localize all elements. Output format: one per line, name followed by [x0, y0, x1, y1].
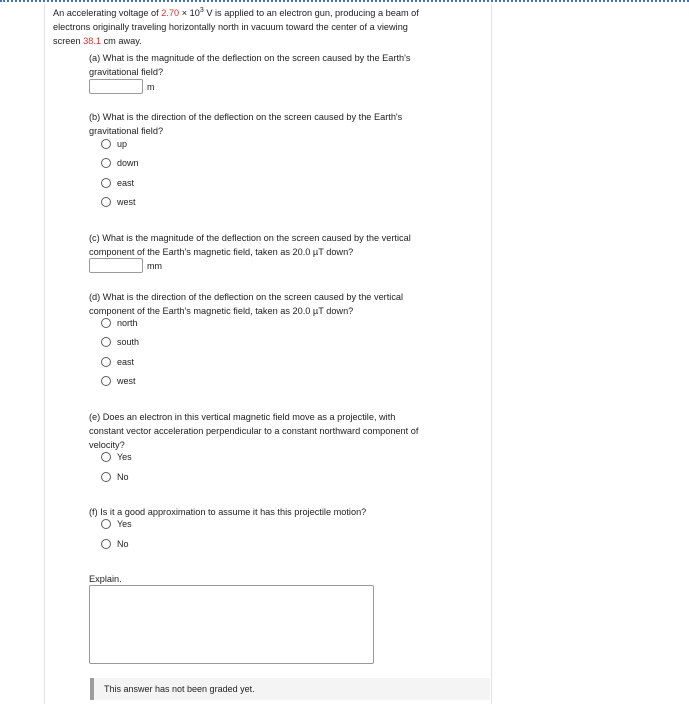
answer-c-input[interactable] [89, 258, 143, 273]
radio-circle[interactable] [101, 158, 111, 168]
question-f-line1: (f) Is it a good approximation to assume it has this projectile motion? [89, 507, 367, 517]
radio-circle[interactable] [101, 357, 111, 367]
question-e-line1: (e) Does an electron in this vertical magnetic field move as a projectile, with [89, 412, 396, 422]
radio-f-no[interactable] [101, 539, 129, 549]
grading-status-text: This answer has not been graded yet. [104, 684, 255, 694]
question-d [89, 290, 479, 318]
radio-b-down[interactable] [101, 158, 139, 168]
radio-d-south[interactable] [101, 337, 139, 347]
radio-label: north [117, 318, 138, 328]
radio-label: south [117, 337, 140, 347]
explain-label: Explain. [89, 574, 122, 584]
exponent: 3 [199, 7, 204, 14]
radio-b-up[interactable] [101, 139, 127, 149]
intro-text-2: V is applied to an electron gun, producing a beam of [203, 8, 419, 19]
radio-circle[interactable] [101, 197, 111, 207]
grading-status [90, 678, 490, 700]
radio-label: Yes [117, 452, 132, 462]
question-b-line1: (b) What is the direction of the deflection on the screen caused by the Earth's [89, 112, 403, 122]
question-d-line1: (d) What is the direction of the deflection on the screen caused by the vertical [89, 292, 404, 302]
radio-circle[interactable] [101, 139, 111, 149]
radio-b-east[interactable] [101, 178, 134, 188]
radio-label: No [117, 539, 129, 549]
radio-circle[interactable] [101, 519, 111, 529]
question-b-line2: gravitational field? [89, 126, 164, 136]
question-b [89, 110, 479, 138]
question-c-line2: component of the Earth's magnetic field, taken as 20.0 µT down? [89, 247, 354, 257]
radio-f-yes[interactable] [101, 519, 132, 529]
radio-d-north[interactable] [101, 318, 138, 328]
radio-label: east [117, 357, 135, 367]
distance-value: 38.1 [83, 36, 102, 47]
answer-c-unit: mm [147, 261, 162, 271]
question-f [89, 505, 479, 519]
intro-line-3: screen [53, 36, 84, 47]
radio-label: west [117, 197, 136, 207]
radio-circle[interactable] [101, 337, 111, 347]
question-e-line2: constant vector acceleration perpendicular to a constant northward component of [89, 426, 419, 436]
radio-label: east [117, 178, 135, 188]
radio-label: No [117, 472, 129, 482]
radio-b-west[interactable] [101, 197, 136, 207]
radio-circle[interactable] [101, 178, 111, 188]
radio-circle[interactable] [101, 376, 111, 386]
question-a [89, 51, 479, 79]
question-a-line2: gravitational field? [89, 67, 164, 77]
radio-e-no[interactable] [101, 472, 129, 482]
radio-circle[interactable] [101, 452, 111, 462]
radio-label: Yes [117, 519, 132, 529]
voltage-value: 2.70 [161, 8, 180, 19]
intro-line-2: electrons originally traveling horizontally north in vacuum toward the center of a viewing [53, 22, 408, 33]
question-e [89, 410, 479, 452]
top-dotted-border [0, 0, 689, 2]
explain-textarea[interactable] [89, 585, 374, 664]
radio-label: down [117, 158, 139, 168]
radio-label: up [117, 139, 128, 149]
intro-line-3-end: cm away. [101, 36, 142, 47]
question-e-line3: velocity? [89, 440, 125, 450]
answer-a-unit: m [147, 82, 155, 92]
question-a-line1: (a) What is the magnitude of the deflection on the screen caused by the Earth's [89, 53, 411, 63]
question-d-line2: component of the Earth's magnetic field, taken as 20.0 µT down? [89, 306, 354, 316]
radio-d-east[interactable] [101, 357, 134, 367]
times-ten: × 10 [179, 8, 200, 19]
radio-label: west [117, 376, 136, 386]
intro-text: An accelerating voltage of [53, 8, 162, 19]
radio-circle[interactable] [101, 539, 111, 549]
problem-statement [53, 4, 483, 48]
answer-a-input[interactable] [89, 79, 143, 94]
radio-circle[interactable] [101, 318, 111, 328]
radio-e-yes[interactable] [101, 452, 132, 462]
question-c [89, 231, 479, 259]
radio-circle[interactable] [101, 472, 111, 482]
question-c-line1: (c) What is the magnitude of the deflection on the screen caused by the vertical [89, 233, 411, 243]
radio-d-west[interactable] [101, 376, 136, 386]
